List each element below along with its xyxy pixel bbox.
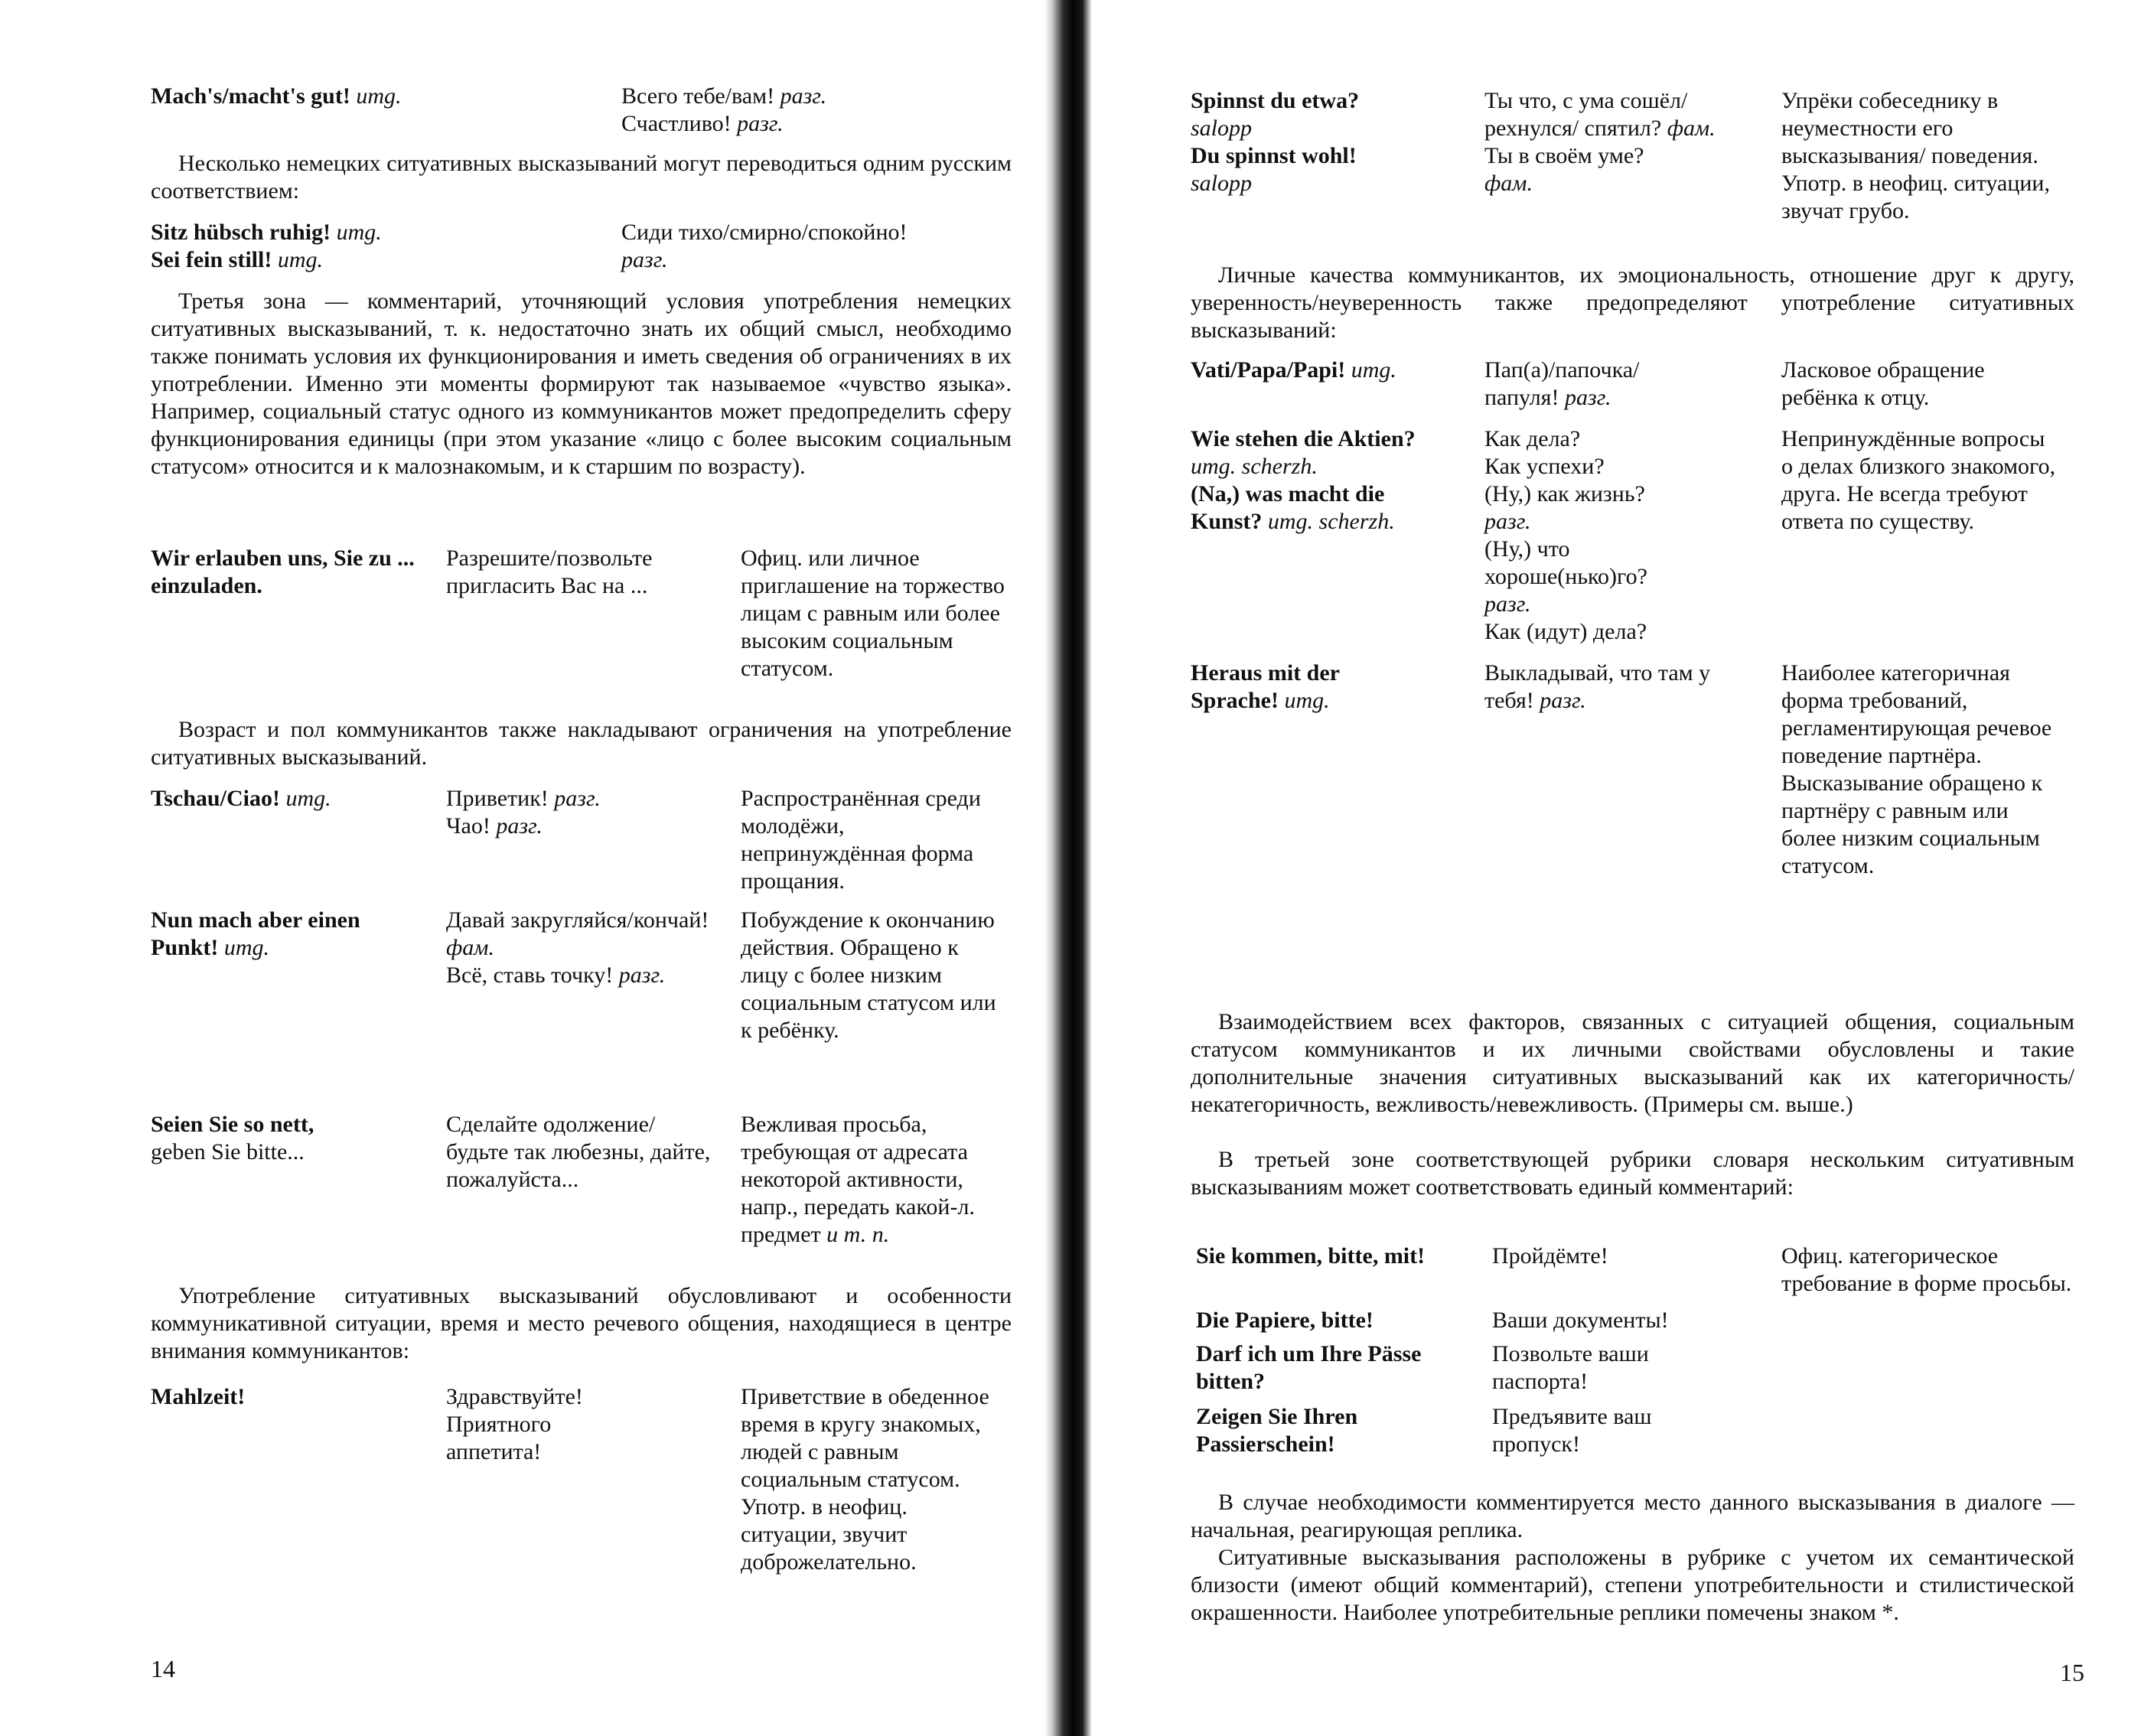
russian-equivalent: Сиди тихо/смирно/спокойно! <box>621 220 908 245</box>
paragraph: Ситуативные высказывания расположены в рубрике с учетом их семантической близости (имеют общий комментарий), степени употребительности и стилистической окрашенности. Наиболее употребительные реплики помечены знаком *. <box>1191 1545 2074 1625</box>
usage-comment: Наиболее категоричная форма требований, регламентирующая речевое поведение партнёра. Высказывание обращено к партнёру с равным или более низким социальным статусом. <box>1781 660 2052 878</box>
russian-equivalent: Всего тебе/вам! разг. Счастливо! разг. <box>621 83 827 136</box>
usage-comment: Упрёки собеседнику в неуместности его высказывания/ поведения. Употр. в неофиц. ситуации, звучат грубо. <box>1781 88 2050 223</box>
paragraph: Третья зона — комментарий, уточняющий условия употребления немецких ситуативных высказываний, т. к. недостаточно знать их общий смысл, необходимо также понимать условия их функционирования и иметь сведения об ограничениях в их употреблении. Именно эти моменты формируют так называемое «чувство языка». Например, социальный статус одного из коммуникантов может предопределить сферу функционирования единицы (при этом указание «лицо с более высоким социальным статусом» относится и к малознакомым, и к старшим по возрасту). <box>151 288 1012 479</box>
german-phrase: Mach's/macht's gut! <box>151 83 350 109</box>
usage-comment: Приветствие в обеденное время в кругу знакомых, людей с равным социальным статусом. Употр. в неофиц. ситуации, звучит доброжелательно. <box>741 1384 989 1575</box>
paragraph: Личные качества коммуникантов, их эмоциональность, отношение друг к другу, уверенность/неуверенность также предопределяют употребление ситуативных высказываний: <box>1191 262 2074 343</box>
paragraph: В случае необходимости комментируется место данного высказывания в диалоге — начальная, реагирующая реплика. <box>1191 1490 2074 1542</box>
usage-comment: Офиц. категорическое требование в форме просьбы. <box>1781 1243 2072 1296</box>
paragraph: Взаимодействием всех факторов, связанных с ситуацией общения, социальным статусом коммуникантов и их личными свойствами обусловлены и такие дополнительные значения ситуативных высказываний как их категоричность/некатегоричность, вежливость/невежливость. (Примеры см. выше.) <box>1191 1009 2074 1117</box>
right-page: Spinnst du etwa? salopp Du spinnst wohl! salopp Ты что, с ума сошёл/рехнулся/ спятил? фам. Ты в своём уме? фам. Упрёки собеседнику в неуместности его высказывания/ поведения. Употр. в неофиц. ситуации, звучат грубо. Личные качества коммуникантов, их эмоциональность, отношение друг к другу, уверенность/неуверенность также предопределяют употребление ситуативных высказываний: Vati/Papa/Papi! umg. Пап(а)/папочка/ папуля! разг. Ласковое обращение ребёнка к отцу. Wie stehen die Aktien? umg. scherzh. (Na,) was macht die Kunst? umg. scherzh. Как дела? Как успехи? (Ну,) как жизнь? разг. (Ну,) что хороше(нько)го? разг. Как (идут) дела? Непринуждённые вопросы о делах близкого знакомого, друга. Не всегда требуют ответа по существу. Heraus mit der Sprache! umg. Выкладывай, что там у тебя! разг. Наиболее категоричная форма требований, регламентирующая речевое поведение партнёра. Высказывание обращено к партнёру с равным или более низким социальным статусом. Взаимодействием всех факторов, связанных с ситуацией общения, социальным статусом коммуникантов и их личными свойствами обусловлены и такие дополнительные значения ситуативных высказываний как их категоричность/некатегоричность, вежливость/невежливость. (Примеры см. выше.) В третьей зоне соответствующей рубрики словаря нескольким ситуативным высказываниям может соответствовать единый комментарий: Sie kommen, bitte, mit! Пройдёмте! Die Papiere, bitte! Ваши документы! Darf ich um Ihre Pässe bitten? Позвольте ваши паспорта! Zeigen Sie Ihren Passierschein! Предъявите ваш пропуск! Офиц. категорическое требование в форме просьбы. В случае необходимости комментируется место данного высказывания в диалоге — начальная, реагирующая реплика. Ситуативные высказывания расположены в рубрике с учетом их семантической близости (имеют общий комментарий), степени употребительности и стилистической окрашенности. Наиболее употребительные реплики помечены знаком *. 15 <box>1191 88 2084 1686</box>
usage-comment: Офиц. или личное приглашение на торжество лицам с равным или более высоким социальным статусом. <box>741 546 1005 681</box>
paragraph: Несколько немецких ситуативных высказываний могут переводиться одним русским соответствием: <box>151 151 1012 204</box>
page-number: 15 <box>2060 1659 2084 1686</box>
usage-comment: Ласковое обращение ребёнка к отцу. <box>1781 357 1985 410</box>
usage-comment: Побуждение к окончанию действия. Обращено к лицу с более низким социальным статусом или к ребёнку. <box>741 907 996 1043</box>
paragraph: Употребление ситуативных высказываний обусловливают и особенности коммуникативной ситуации, время и место речевого общения, находящиеся в центре внимания коммуникантов: <box>151 1283 1012 1363</box>
usage-comment: Непринуждённые вопросы о делах близкого знакомого, друга. Не всегда требуют ответа по существу. <box>1781 426 2056 534</box>
usage-comment: Распространённая среди молодёжи, непринуждённая форма прощания. <box>741 786 981 894</box>
book-spine-gutter <box>1044 0 1092 1736</box>
paragraph: В третьей зоне соответствующей рубрики словаря нескольким ситуативным высказываниям может соответствовать единый комментарий: <box>1191 1147 2074 1200</box>
page-number: 14 <box>151 1655 175 1682</box>
left-page: Mach's/macht's gut! umg. Всего тебе/вам! разг. Счастливо! разг. Несколько немецких ситуативных высказываний могут переводиться одним русским соответствием: Sitz hübsch ruhig! umg. Sei fein still! umg. Сиди тихо/смирно/спокойно! разг. Третья зона — комментарий, уточняющий условия употребления немецких ситуативных высказываний, т. к. недостаточно знать их общий смысл, необходимо также понимать условия их функционирования и иметь сведения об ограничениях в их употреблении. Именно эти моменты формируют так называемое «чувство языка». Например, социальный статус одного из коммуникантов может предопределить сферу функционирования единицы (при этом указание «лицо с более высоким социальным статусом» относится и к малознакомым, и к старшим по возрасту). Wir erlauben uns, Sie zu ... einzuladen. Разрешите/позвольте пригласить Вас на ... Офиц. или личное приглашение на торжество лицам с равным или более высоким социальным статусом. Возраст и пол коммуникантов также накладывают ограничения на употребление ситуативных высказываний. Tschau/Ciao! umg. Приветик! разг. Чао! разг. Распространённая среди молодёжи, непринуждённая форма прощания. Nun mach aber einen Punkt! umg. Давай закругляйся/кончай! фам. Всё, ставь точку! разг. Побуждение к окончанию действия. Обращено к лицу с более низким социальным статусом или к ребёнку. Seien Sie so nett, geben Sie bitte... Сделайте одолжение/будьте так любезны, дайте, пожалуйста... Вежливая просьба, требующая от адресата некоторой активности, напр., передать какой-л. предмет и т. п. Употребление ситуативных высказываний обусловливают и особенности коммуникативной ситуации, время и место речевого общения, находящиеся в центре внимания коммуникантов: Mahlzeit! Здравствуйте! Приятного аппетита! Приветствие в обеденное время в кругу знакомых, людей с равным социальным статусом. Употр. в неофиц. ситуации, звучит доброжелательно. 14 <box>0 0 1041 1736</box>
style-tag: umg. <box>356 83 402 109</box>
usage-comment: Вежливая просьба, требующая от адресата некоторой активности, напр., передать какой-л. предмет и т. п. <box>741 1112 975 1247</box>
paragraph: Возраст и пол коммуникантов также накладывают ограничения на употребление ситуативных высказываний. <box>151 717 1012 770</box>
